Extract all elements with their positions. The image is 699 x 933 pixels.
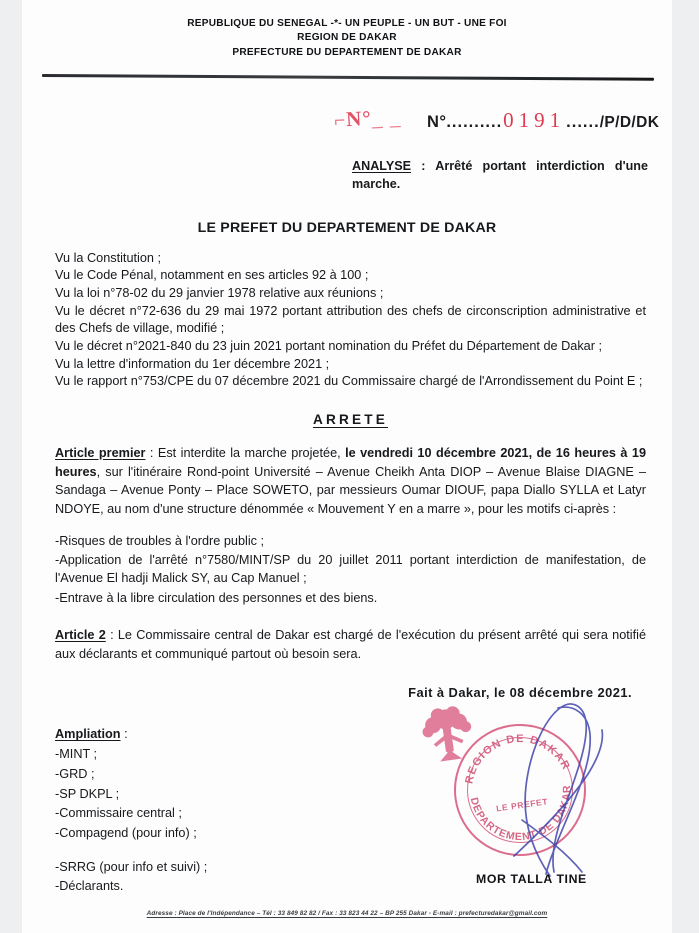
reference-dots-left: .......... xyxy=(446,112,503,131)
ampliation-item: -SRRG (pour info et suivi) ; xyxy=(55,859,208,874)
header-divider xyxy=(42,70,654,84)
article-premier-bold-datetime: le vendredi 10 décembre 2021, de 16 heures à 19 heures xyxy=(55,445,646,479)
ampliation-separator: : xyxy=(120,727,128,742)
date-line: Fait à Dakar, le 08 décembre 2021. xyxy=(408,684,632,700)
header-divider-line xyxy=(42,74,654,81)
article-premier-separator: : xyxy=(145,445,158,460)
motif-item: -Risques de troubles à l'ordre public ; xyxy=(55,533,265,548)
article-premier-part1: Est interdite la marche projetée, xyxy=(157,445,346,460)
signature-area xyxy=(440,700,670,905)
stamp-top-arc-text: REGION DE DAKAR xyxy=(463,732,573,785)
ampliation-item: -Compagend (pour info) ; xyxy=(55,825,197,840)
analyse-separator: : xyxy=(411,158,436,173)
arrete-heading xyxy=(55,411,646,430)
reference-red-stamp xyxy=(333,104,401,132)
ampliation-item: -MINT ; xyxy=(55,747,98,762)
visa-line: Vu le décret n°72-636 du 29 mai 1972 portant attribution des chefs de circonscription administrative et des Chefs de village, modifié ; xyxy=(55,303,646,336)
analyse-block xyxy=(22,158,648,194)
reference-stamp-bracket-right: _ _ xyxy=(371,107,402,130)
visa-line: Vu le décret n°2021-840 du 23 juin 2021 portant nomination du Préfet du Département de Dakar ; xyxy=(55,339,602,354)
article-premier xyxy=(55,444,646,519)
article-premier-part2: , sur l'itinéraire Rond-point Université – Avenue Cheikh Anta DIOP – Avenue Blaise DIAGNE – Sandaga – Avenue Ponty – Place SOWETO, par messieurs Oumar DIOUF, papa Diallo SYLLA et Latyr NDOYE, au nom d'une structure dénommée « Mouvement Y en a marre », pour les motifs ci-après : xyxy=(55,464,646,516)
signatory-name: MOR TALLA TINE xyxy=(476,872,587,886)
footer-address-text: Adresse : Place de l'Indépendance – Tél : 33 849 82 82 / Fax : 33 823 44 22 – BP 255 Dakar - E-mail : prefecturedakar@gmail.com xyxy=(146,910,548,917)
analyse-text: Arrêté portant interdiction d'une marche. xyxy=(352,158,649,191)
visa-line: Vu la lettre d'information du 1er décembre 2021 ; xyxy=(55,356,330,371)
reference-row xyxy=(22,104,672,144)
article-2-text: Le Commissaire central de Dakar est chargé de l'exécution du présent arrêté qui sera notifié aux déclarants et communiqué partout où besoin sera. xyxy=(55,628,647,661)
letterhead-line-region: REGION DE DAKAR xyxy=(297,32,397,44)
article-2 xyxy=(55,626,646,663)
analyse-label: ANALYSE xyxy=(352,158,412,173)
reference-label: N° xyxy=(427,112,447,131)
ampliation-title: Ampliation xyxy=(55,727,121,742)
article-2-separator: : xyxy=(105,628,118,643)
letterhead xyxy=(22,0,672,60)
article-premier-label: Article premier xyxy=(55,445,146,460)
reference-dots-right: ...... xyxy=(566,112,600,131)
motif-item: -Application de l'arrêté n°7580/MINT/SP du 20 juillet 2011 portant interdiction de manifestation, de l'Avenue El hadji Malick SY, au Cap Manuel ; xyxy=(55,552,646,586)
handwritten-signature xyxy=(492,700,622,882)
motifs-list xyxy=(55,532,646,608)
reference-suffix: /P/D/DK xyxy=(599,113,660,131)
ampliation-item: -GRD ; xyxy=(55,766,95,781)
reference-stamp-bracket-left: ⌐ xyxy=(333,110,347,132)
letterhead-line-republic: REPUBLIQUE DU SENEGAL -*- UN PEUPLE - UN BUT - UNE FOI xyxy=(187,18,507,29)
visa-line: Vu le rapport n°753/CPE du 07 décembre 2021 du Commissaire chargé de l'Arrondissement du Point E ; xyxy=(55,374,643,389)
motif-item: -Entrave à la libre circulation des personnes et des biens. xyxy=(55,590,378,605)
baobab-tree-icon xyxy=(413,700,482,766)
visa-line: Vu la Constitution ; xyxy=(55,250,162,265)
arrete-heading-text: ARRETE xyxy=(312,411,389,427)
visa-line: Vu le Code Pénal, notamment en ses articles 92 à 100 ; xyxy=(55,268,369,283)
ampliation-item: -Commissaire central ; xyxy=(55,806,182,821)
document-page xyxy=(22,0,672,933)
visa-line: Vu la loi n°78-02 du 29 janvier 1978 relative aux réunions ; xyxy=(55,286,384,301)
reference-stamp-mark: N° xyxy=(345,105,373,132)
ampliation-item: -SP DKPL ; xyxy=(55,786,120,801)
reference-number-value: 0191 xyxy=(503,107,566,132)
page-title: LE PREFET DU DEPARTEMENT DE DAKAR xyxy=(197,219,497,236)
page-footer xyxy=(22,910,672,917)
article-2-label: Article 2 xyxy=(55,628,106,643)
stamp-bottom-arc-text: DEPARTEMENT DE DAKAR xyxy=(467,784,574,844)
ampliation-item: -Déclarants. xyxy=(55,879,124,894)
stamp-center-text: LE PREFET xyxy=(495,796,549,814)
letterhead-line-prefecture: PREFECTURE DU DEPARTEMENT DE DAKAR xyxy=(232,46,462,58)
reference-number-line xyxy=(427,108,659,133)
